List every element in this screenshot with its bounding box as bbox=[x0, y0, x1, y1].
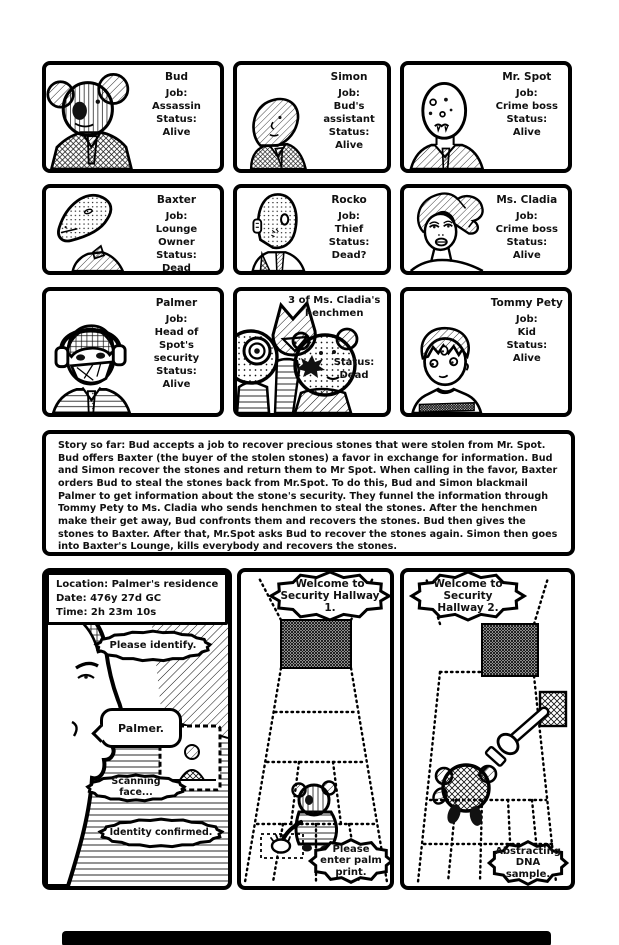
speech-bubble-welcome-hallway-2: Welcome to Security Hallway 2. bbox=[410, 570, 526, 622]
job-label: Job: bbox=[338, 87, 360, 99]
palmer-portrait bbox=[46, 291, 137, 413]
character-panel-mr-spot bbox=[400, 61, 572, 173]
status-value: Dead bbox=[339, 369, 369, 381]
location-line: Location: Palmer's residence bbox=[56, 579, 219, 590]
job-value: Crime boss bbox=[495, 223, 558, 235]
status-value: Alive bbox=[512, 126, 541, 138]
simon-portrait bbox=[237, 65, 315, 169]
job-value: Thief bbox=[334, 223, 364, 235]
job-value: Lounge Owner bbox=[155, 223, 198, 248]
character-panel-henchmen bbox=[233, 287, 391, 417]
character-panel-tommy-pety bbox=[400, 287, 572, 417]
story-text: Story so far: Bud accepts a job to recover precious stones that were stolen from Mr. Spot. Bud offers Baxter (the buyer of the stolen stones) a favor in exchange for information. Bud and Simon recover the stones and return them to Mr Spot. When calling in the favor, Baxter orders Bud to steal the stones back from Mr.Spot. To do this, Bud and Simon blackmail Palmer to get information about the stone's security. They funnel the information through Tommy Pety to Ms. Cladia who sends henchmen to steal the stones. After the henchmen make their get away, Bud confronts them and recovers the stones. Bud then gives the stones to Baxter. After that, Mr.Spot asks Bud to recover the stones again. Simon then goes into Baxter's Lounge, kills everybody and recovers the stones. bbox=[58, 440, 558, 553]
status-label: Status: bbox=[156, 249, 197, 261]
scene-panel-palmer-residence bbox=[42, 568, 232, 890]
character-name: Baxter bbox=[156, 194, 197, 206]
scene-panel-security-hallway-1 bbox=[237, 568, 394, 890]
character-name: Bud bbox=[164, 71, 188, 83]
speech-bubble-scanning-face: Scanning face... bbox=[86, 774, 186, 802]
status-label: Status: bbox=[328, 126, 370, 138]
character-name: Tommy Pety bbox=[490, 297, 563, 309]
status-value: Dead bbox=[161, 262, 191, 274]
speech-bubble-palm-print: Please enter palm print. bbox=[309, 838, 393, 884]
status-value: Alive bbox=[335, 139, 363, 151]
character-name: Simon bbox=[330, 71, 368, 83]
speech-bubble-please-identify: Please identify. bbox=[94, 630, 212, 662]
ms-cladia-portrait bbox=[404, 188, 490, 271]
character-name: Mr. Spot bbox=[502, 71, 552, 83]
job-value: Bud's assistant bbox=[323, 100, 375, 125]
status-label: Status: bbox=[156, 113, 197, 125]
status-label: Status: bbox=[506, 236, 548, 248]
status-label: Status: bbox=[506, 339, 548, 351]
status-label: Status: bbox=[506, 113, 548, 125]
job-value: Crime boss bbox=[495, 100, 558, 112]
character-panel-ms-cladia bbox=[400, 184, 572, 275]
character-panel-simon bbox=[233, 61, 391, 173]
job-label: Job: bbox=[165, 313, 188, 325]
character-name: Rocko bbox=[331, 194, 367, 206]
story-summary-panel bbox=[42, 430, 575, 556]
status-value: Alive bbox=[162, 126, 191, 138]
speech-bubble-dna-sample: Abstracting DNA sample. bbox=[488, 840, 568, 886]
mr-spot-portrait bbox=[404, 65, 490, 169]
date-line: Date: 476y 27d GC bbox=[56, 592, 162, 604]
speech-bubble-identity-confirmed: Identity confirmed. bbox=[98, 818, 224, 848]
bud-portrait bbox=[46, 65, 137, 169]
status-label: Status: bbox=[333, 356, 375, 368]
scene-panel-security-hallway-2 bbox=[400, 568, 575, 890]
job-label: Job: bbox=[165, 87, 188, 99]
character-panel-baxter bbox=[42, 184, 224, 275]
character-panel-palmer bbox=[42, 287, 224, 417]
page-footer-bar bbox=[62, 931, 551, 945]
status-label: Status: bbox=[156, 365, 197, 377]
speech-bubble-palmer: Palmer. bbox=[100, 708, 182, 748]
speech-bubble-welcome-hallway-1: Welcome to Security Hallway 1. bbox=[269, 570, 391, 622]
status-value: Alive bbox=[512, 249, 541, 261]
status-label: Status: bbox=[328, 236, 370, 248]
job-label: Job: bbox=[338, 210, 360, 222]
job-label: Job: bbox=[515, 210, 538, 222]
job-label: Job: bbox=[515, 87, 538, 99]
time-line: Time: 2h 23m 10s bbox=[56, 606, 157, 618]
status-value: Dead? bbox=[331, 249, 367, 261]
status-value: Alive bbox=[162, 378, 191, 390]
rocko-portrait bbox=[237, 188, 315, 271]
character-name: 3 of Ms. Cladia's henchmen bbox=[288, 295, 381, 319]
tommy-pety-portrait bbox=[404, 291, 490, 413]
baxter-portrait bbox=[46, 188, 137, 271]
character-name: Palmer bbox=[155, 297, 198, 309]
character-panel-bud bbox=[42, 61, 224, 173]
scene-status-box bbox=[46, 572, 228, 625]
job-label: Job: bbox=[515, 313, 538, 325]
status-value: Alive bbox=[512, 352, 541, 364]
job-value: Kid bbox=[517, 326, 536, 338]
job-value: Assassin bbox=[152, 100, 201, 112]
job-value: Head of Spot's security bbox=[153, 326, 200, 364]
character-panel-rocko bbox=[233, 184, 391, 275]
job-label: Job: bbox=[165, 210, 188, 222]
character-name: Ms. Cladia bbox=[496, 194, 558, 206]
